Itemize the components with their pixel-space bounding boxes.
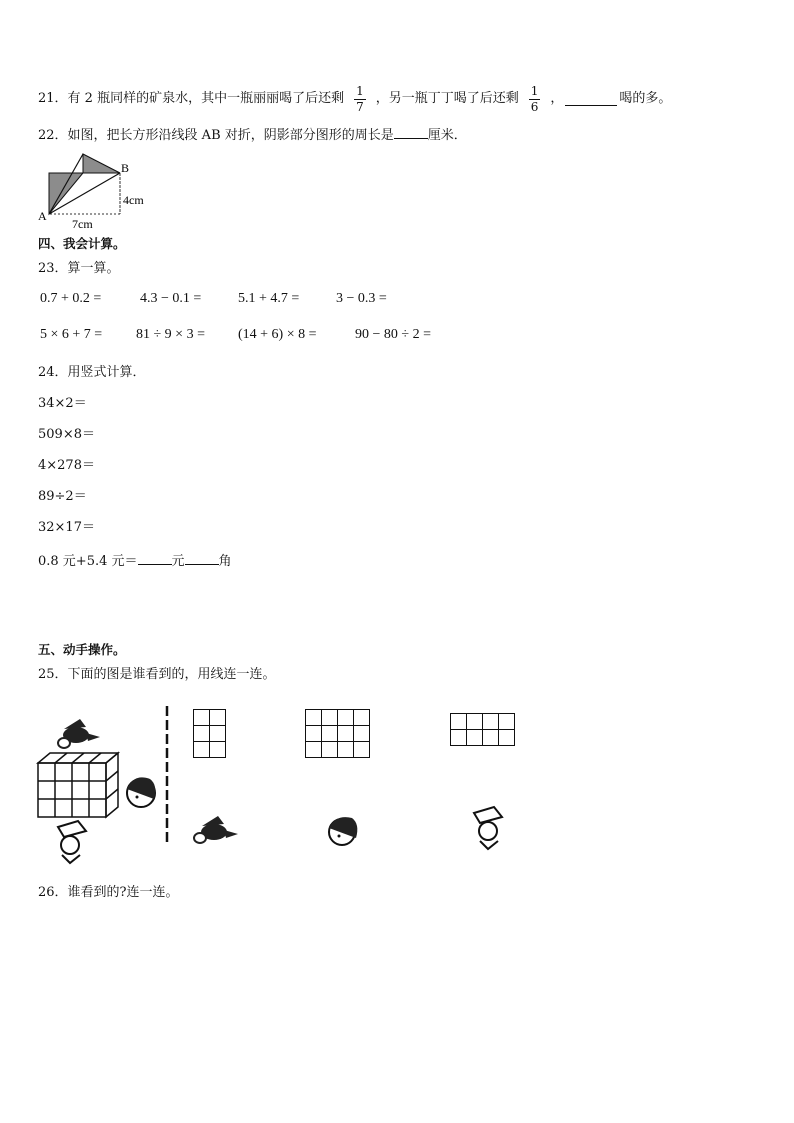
boy-with-hat-icon	[58, 821, 86, 863]
section-5-heading: 五、动手操作。	[38, 642, 126, 657]
fraction-denominator: 7	[356, 99, 364, 114]
cube-stack-figure	[34, 715, 164, 865]
girl-face-icon	[322, 810, 362, 850]
vertical-calc-item: 4×278＝	[38, 458, 95, 473]
calc-item: 0.7 + 0.2 =	[40, 291, 102, 306]
shaded-region-left	[49, 173, 83, 214]
view-grid-2x3	[193, 709, 226, 758]
q21-text-pre: 21．有 2 瓶同样的矿泉水，其中一瓶丽丽喝了后还剩	[38, 91, 345, 106]
boy-with-hat-icon	[468, 805, 508, 851]
bird-icon	[184, 812, 240, 848]
vertical-calc-item: 89÷2＝	[38, 489, 87, 504]
question-25-title: 25．下面的图是谁看到的，用线连一连。	[38, 667, 276, 682]
cube-stack	[38, 753, 118, 817]
bird-icon	[58, 719, 100, 748]
label-side-length: 4cm	[123, 193, 144, 207]
label-b: B	[121, 161, 130, 175]
q22-text-pre: 22．如图，把长方形沿线段 AB 对折，阴影部分图形的周长是	[38, 128, 394, 143]
answer-blank[interactable]	[565, 93, 617, 106]
money-calc	[38, 552, 232, 570]
shaded-region-top	[83, 154, 120, 173]
folded-rectangle-figure	[30, 150, 160, 232]
fraction-numerator: 1	[356, 83, 364, 98]
view-grid-4x2	[450, 713, 515, 746]
fraction-one-sixth	[529, 84, 541, 115]
answer-blank-jiao[interactable]	[185, 552, 219, 565]
answer-blank[interactable]	[394, 126, 428, 139]
fraction-denominator: 6	[530, 99, 539, 114]
question-22	[38, 126, 467, 144]
girl-face-icon	[127, 777, 155, 807]
calc-item: 81 ÷ 9 × 3 =	[136, 327, 205, 342]
q21-text-post: 喝的多。	[619, 91, 672, 106]
unit-jiao: 角	[218, 554, 232, 569]
calc-item: 5 × 6 + 7 =	[40, 327, 103, 342]
vertical-calc-item: 34×2＝	[38, 396, 87, 411]
vertical-calc-item: 509×8＝	[38, 427, 95, 442]
dashed-divider	[164, 706, 170, 846]
question-26-title: 26．谁看到的?连一连。	[38, 885, 179, 900]
money-expression: 0.8 元+5.4 元＝	[38, 554, 138, 569]
unit-yuan: 元	[171, 554, 185, 569]
question-21	[38, 80, 671, 118]
q22-text-post: 厘米．	[427, 128, 467, 143]
view-grid-4x3	[305, 709, 370, 758]
answer-blank-yuan[interactable]	[138, 552, 172, 565]
fraction-numerator: 1	[530, 83, 539, 98]
q21-text-mid: ，另一瓶丁丁喝了后还剩	[375, 91, 519, 106]
label-a: A	[38, 209, 47, 223]
q21-separator: ，	[550, 91, 564, 106]
fraction-one-seventh	[354, 84, 366, 115]
calc-item: 90 − 80 ÷ 2 =	[355, 327, 431, 342]
calc-item: 5.1 + 4.7 =	[238, 291, 300, 306]
label-base-length: 7cm	[72, 217, 93, 231]
vertical-calc-item: 32×17＝	[38, 520, 95, 535]
question-24-title: 24．用竖式计算．	[38, 365, 146, 380]
calc-item: (14 + 6) × 8 =	[238, 327, 317, 342]
calc-item: 4.3 − 0.1 =	[140, 291, 202, 306]
section-4-heading: 四、我会计算。	[38, 236, 126, 251]
calc-item: 3 − 0.3 =	[336, 291, 387, 306]
question-23-title: 23．算一算。	[38, 261, 120, 276]
